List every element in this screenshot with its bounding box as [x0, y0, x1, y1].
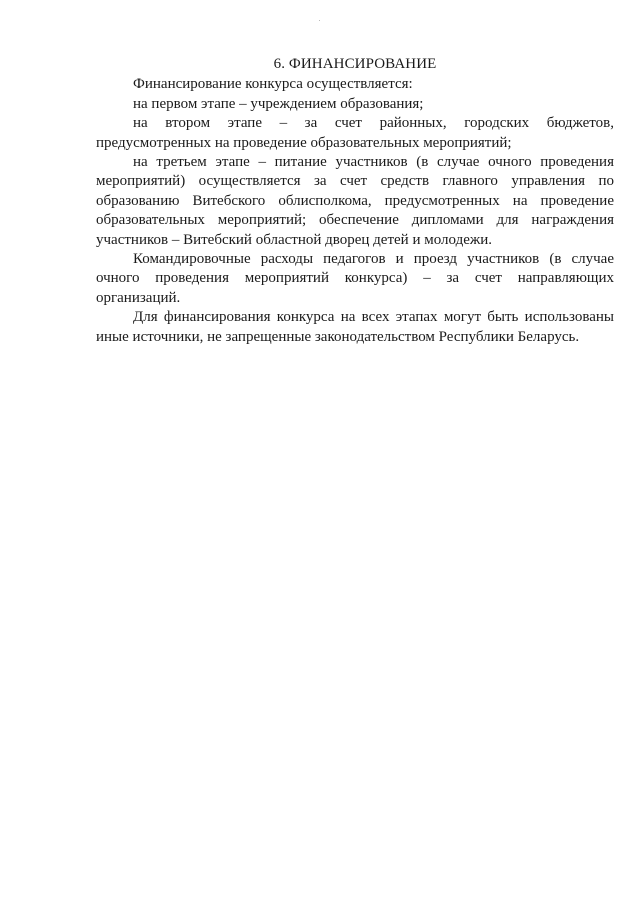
- paragraph-stage-three: на третьем этапе – питание участников (в случае очного проведения мероприятий) осуществляется за счет средств главного управления по образованию Витебского облисполкома, предусмотренных на проведение образовательных мероприятий; обеспечение дипломами для награждения участников – Витебский областной дворец детей и молодежи.: [96, 154, 614, 248]
- paragraph-other-sources: Для финансирования конкурса на всех этапах могут быть использованы иные источники, не запрещенные законодательством Республики Беларусь.: [96, 309, 614, 345]
- paragraph-stage-one: на первом этапе – учреждением образования;: [133, 95, 424, 112]
- paragraph-travel-expenses: Командировочные расходы педагогов и проезд участников (в случае очного проведения мероприятий конкурса) – за счет направляющих организаций.: [96, 251, 614, 306]
- scan-speck: [319, 20, 320, 21]
- paragraph-intro: Финансирование конкурса осуществляется:: [133, 76, 413, 93]
- section-financing: [96, 55, 614, 347]
- paragraph-stage-two: на втором этапе – за счет районных, городских бюджетов, предусмотренных на проведение образовательных мероприятий;: [96, 115, 614, 151]
- section-heading: 6. ФИНАНСИРОВАНИЕ: [273, 56, 437, 72]
